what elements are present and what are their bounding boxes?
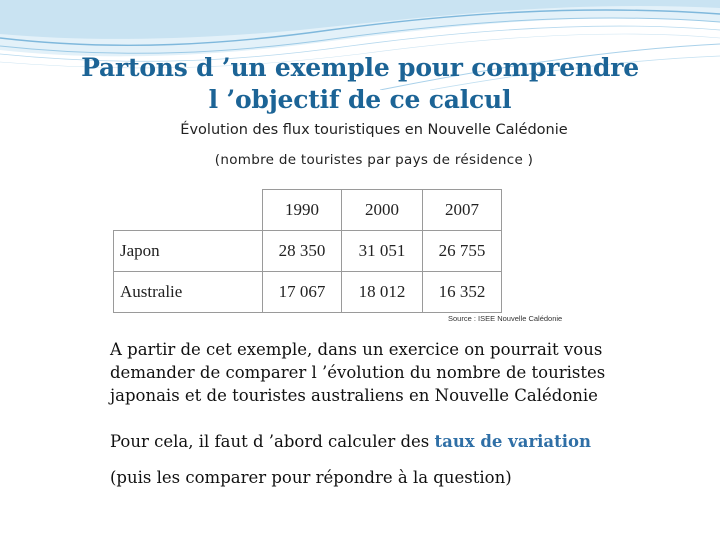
table-row — [114, 272, 502, 313]
body-paragraph-3: (puis les comparer pour répondre à la question) — [110, 468, 512, 487]
table-corner-cell — [114, 190, 263, 231]
table-caption: Évolution des flux touristiques en Nouvelle Calédonie — [180, 122, 568, 138]
table-cell: 26 755 — [423, 231, 502, 272]
table-source: Source : ISEE Nouvelle Calédonie — [448, 314, 563, 323]
table-cell: 18 012 — [342, 272, 423, 313]
title-line-1: Partons d ’un exemple pour comprendre — [81, 53, 639, 82]
year-header: 1990 — [263, 190, 342, 231]
table-cell: 28 350 — [263, 231, 342, 272]
highlight-taux-de-variation: taux de variation — [434, 432, 591, 451]
row-label: Japon — [114, 231, 263, 272]
table-subcaption: (nombre de touristes par pays de résidence ) — [214, 152, 534, 168]
year-header: 2007 — [423, 190, 502, 231]
table-header-row — [114, 190, 502, 231]
title-line-2: l ’objectif de ce calcul — [208, 85, 512, 114]
body-paragraph-1: A partir de cet exemple, dans un exercice on pourrait vous demander de comparer l ’évolution du nombre de touristes japonais et de touristes australiens en Nouvelle Calédonie — [110, 340, 606, 405]
body-paragraph-2 — [110, 430, 670, 453]
table-row — [114, 231, 502, 272]
slide-title — [0, 52, 720, 116]
table-cell: 17 067 — [263, 272, 342, 313]
tourism-table — [113, 189, 502, 313]
table-cell: 16 352 — [423, 272, 502, 313]
year-header: 2000 — [342, 190, 423, 231]
row-label: Australie — [114, 272, 263, 313]
table-cell: 31 051 — [342, 231, 423, 272]
paragraph-2-text: Pour cela, il faut d ’abord calculer des — [110, 432, 435, 451]
